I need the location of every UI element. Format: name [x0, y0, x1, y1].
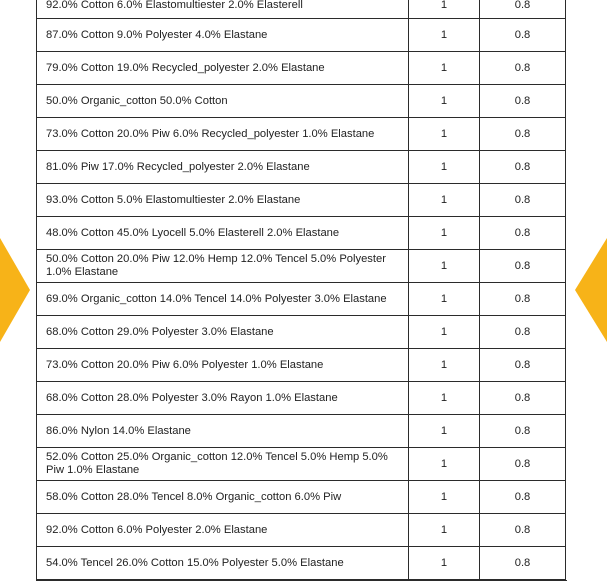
composition-cell: 58.0% Cotton 28.0% Tencel 8.0% Organic_cotton 6.0% Piw	[37, 481, 409, 514]
weight-cell: 0.8	[480, 382, 566, 415]
quantity-cell: 1	[409, 151, 480, 184]
weight-cell: 0.8	[480, 85, 566, 118]
table-row	[37, 217, 566, 250]
quantity-cell: 1	[409, 316, 480, 349]
table-row	[37, 85, 566, 118]
quantity-cell: 1	[409, 514, 480, 547]
weight-cell: 0.8	[480, 217, 566, 250]
composition-cell: 92.0% Cotton 6.0% Polyester 2.0% Elastane	[37, 514, 409, 547]
quantity-cell: 1	[409, 184, 480, 217]
quantity-cell: 1	[409, 19, 480, 52]
composition-cell: 93.0% Cotton 5.0% Elastomultiester 2.0% Elastane	[37, 184, 409, 217]
quantity-cell: 1	[409, 448, 480, 481]
table-row	[37, 0, 566, 19]
quantity-cell: 1	[409, 52, 480, 85]
weight-cell: 0.8	[480, 19, 566, 52]
table-row	[37, 250, 566, 283]
table-row	[37, 316, 566, 349]
composition-cell: 92.0% Cotton 6.0% Elastomultiester 2.0% Elasterell	[37, 0, 409, 19]
composition-cell: 68.0% Cotton 28.0% Polyester 3.0% Rayon 1.0% Elastane	[37, 382, 409, 415]
table-row	[37, 184, 566, 217]
weight-cell: 0.8	[480, 151, 566, 184]
weight-cell: 0.8	[480, 250, 566, 283]
weight-cell: 0.8	[480, 481, 566, 514]
composition-cell: 68.0% Cotton 29.0% Polyester 3.0% Elastane	[37, 316, 409, 349]
composition-cell: 81.0% Piw 17.0% Recycled_polyester 2.0% Elastane	[37, 151, 409, 184]
table-body	[37, 0, 566, 580]
weight-cell: 0.8	[480, 415, 566, 448]
weight-cell: 0.8	[480, 118, 566, 151]
quantity-cell: 1	[409, 382, 480, 415]
table-row	[37, 283, 566, 316]
composition-cell: 79.0% Cotton 19.0% Recycled_polyester 2.0% Elastane	[37, 52, 409, 85]
composition-cell: 48.0% Cotton 45.0% Lyocell 5.0% Elasterell 2.0% Elastane	[37, 217, 409, 250]
weight-cell: 0.8	[480, 52, 566, 85]
table-row	[37, 514, 566, 547]
weight-cell: 0.8	[480, 283, 566, 316]
table-row	[37, 19, 566, 52]
composition-cell: 50.0% Organic_cotton 50.0% Cotton	[37, 85, 409, 118]
table-row	[37, 448, 566, 481]
table-row	[37, 349, 566, 382]
prev-arrow-icon[interactable]	[0, 238, 30, 342]
weight-cell: 0.8	[480, 514, 566, 547]
weight-cell: 0.8	[480, 349, 566, 382]
composition-cell: 54.0% Tencel 26.0% Cotton 15.0% Polyester 5.0% Elastane	[37, 547, 409, 580]
table-row	[37, 52, 566, 85]
quantity-cell: 1	[409, 547, 480, 580]
quantity-cell: 1	[409, 217, 480, 250]
table-row	[37, 415, 566, 448]
table-row	[37, 481, 566, 514]
composition-cell: 73.0% Cotton 20.0% Piw 6.0% Recycled_polyester 1.0% Elastane	[37, 118, 409, 151]
weight-cell: 0.8	[480, 547, 566, 580]
table-row	[37, 151, 566, 184]
quantity-cell: 1	[409, 250, 480, 283]
weight-cell: 0.8	[480, 448, 566, 481]
quantity-cell: 1	[409, 349, 480, 382]
quantity-cell: 1	[409, 85, 480, 118]
weight-cell: 0.8	[480, 184, 566, 217]
quantity-cell: 1	[409, 481, 480, 514]
next-arrow-icon[interactable]	[575, 238, 607, 342]
quantity-cell: 1	[409, 0, 480, 19]
composition-cell: 73.0% Cotton 20.0% Piw 6.0% Polyester 1.0% Elastane	[37, 349, 409, 382]
composition-cell: 69.0% Organic_cotton 14.0% Tencel 14.0% Polyester 3.0% Elastane	[37, 283, 409, 316]
quantity-cell: 1	[409, 118, 480, 151]
composition-cell: 87.0% Cotton 9.0% Polyester 4.0% Elastane	[37, 19, 409, 52]
table-row	[37, 118, 566, 151]
fabric-composition-table	[36, 0, 566, 580]
table-bottom-border	[36, 580, 567, 581]
quantity-cell: 1	[409, 283, 480, 316]
composition-cell: 50.0% Cotton 20.0% Piw 12.0% Hemp 12.0% Tencel 5.0% Polyester 1.0% Elastane	[37, 250, 409, 283]
table-row	[37, 382, 566, 415]
weight-cell: 0.8	[480, 316, 566, 349]
composition-cell: 86.0% Nylon 14.0% Elastane	[37, 415, 409, 448]
composition-cell: 52.0% Cotton 25.0% Organic_cotton 12.0% Tencel 5.0% Hemp 5.0% Piw 1.0% Elastane	[37, 448, 409, 481]
quantity-cell: 1	[409, 415, 480, 448]
table-row	[37, 547, 566, 580]
weight-cell: 0.8	[480, 0, 566, 19]
